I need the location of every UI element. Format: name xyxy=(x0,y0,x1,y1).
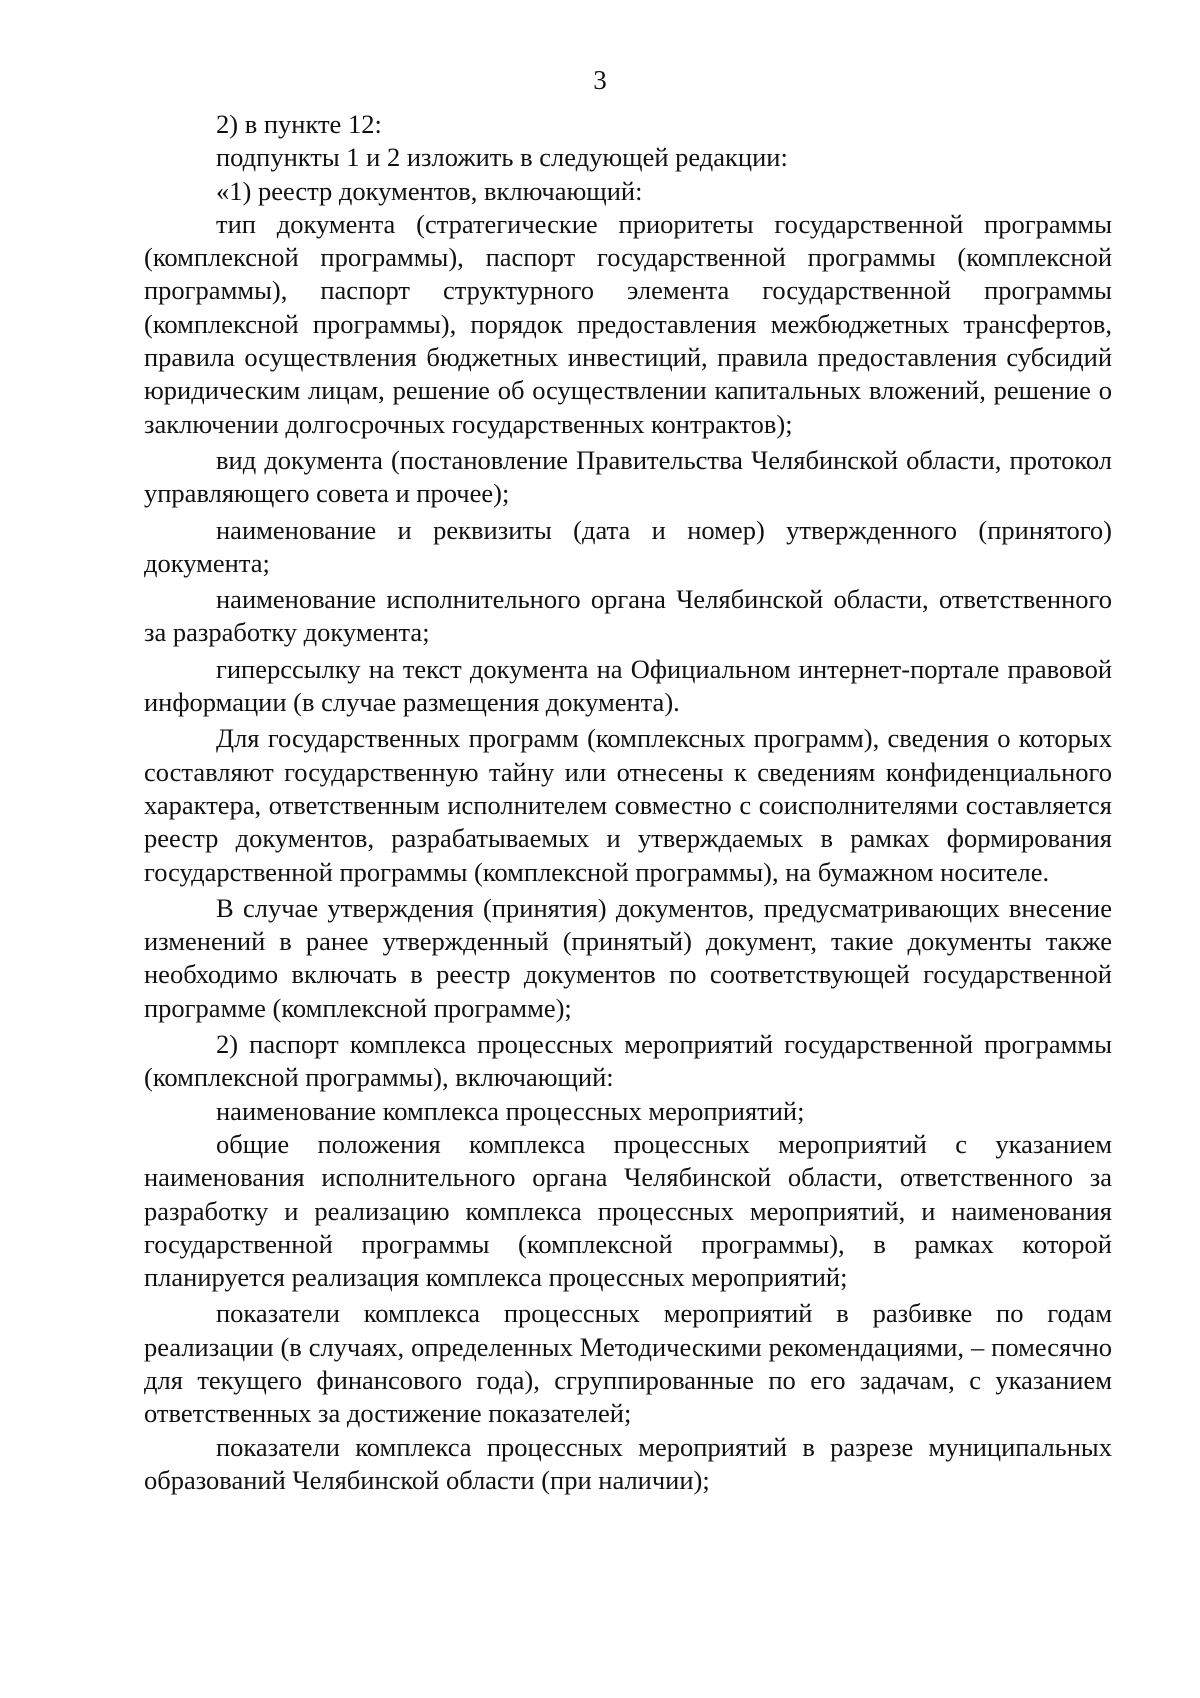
paragraph-hyperlink: гиперссылку на текст документа на Официальном интернет-портале правовой информации (в случае размещения документа). xyxy=(144,653,1112,718)
paragraph-classified-programs: Для государственных программ (комплексных программ), сведения о которых составляют государственную тайну или отнесены к сведениям конфиденциального характера, ответственным исполнителем совместно с соисполнителями составляется реестр документов, разрабатываемых и утверждаемых в рамках формирования государственной программы (комплексной программы), на бумажном носителе. xyxy=(144,723,1112,887)
paragraph-registry-heading: «1) реестр документов, включающий: xyxy=(216,175,643,206)
paragraph-document-kind: вид документа (постановление Правительства Челябинской области, протокол управляющего совета и прочее); xyxy=(144,444,1112,509)
paragraph-item-2: 2) в пункте 12: xyxy=(216,109,382,139)
paragraph-general-provisions: общие положения комплекса процессных мероприятий с указанием наименования исполнительного органа Челябинской области, ответственного за разработку и реализацию комплекса процессных мероприятий, и наименования государственной программы (комплексной программы), в рамках которой планируется реализация комплекса процессных мероприятий; xyxy=(144,1128,1112,1293)
paragraph-document-details: наименование и реквизиты (дата и номер) утвержденного (принятого) документа; xyxy=(144,514,1112,578)
paragraph-indicators-municipal: показатели комплекса процессных мероприятий в разрезе муниципальных образований Челябинской области (при наличии); xyxy=(144,1431,1112,1495)
paragraph-indicators-by-year: показатели комплекса процессных мероприятий в разбивке по годам реализации (в случаях, определенных Методическими рекомендациями, – помесячно для текущего финансового года), сгруппированные по его задачам, с указанием ответственных за достижение показателей; xyxy=(144,1298,1112,1429)
paragraph-subpoints-instruction: подпункты 1 и 2 изложить в следующей редакции: xyxy=(216,142,788,173)
paragraph-document-type: тип документа (стратегические приоритеты государственной программы (комплексной программы), паспорт государственной программы (комплексной программы), паспорт структурного элемента государственной программы (комплексной программы), порядок предоставления межбюджетных трансфертов, правила осуществления бюджетных инвестиций, правила предоставления субсидий юридическим лицам, решение об осуществлении капитальных вложений, решение о заключении долгосрочных государственных контрактов); xyxy=(144,208,1112,439)
document-body xyxy=(144,108,1112,1497)
paragraph-passport-heading: 2) паспорт комплекса процессных мероприятий государственной программы (комплексной программы), включающий: xyxy=(144,1029,1112,1093)
paragraph-responsible-body: наименование исполнительного органа Челябинской области, ответственного за разработку документа; xyxy=(144,584,1112,648)
paragraph-complex-name: наименование комплекса процессных мероприятий; xyxy=(216,1095,805,1126)
page-number: 3 xyxy=(593,65,607,95)
paragraph-amendments: В случае утверждения (принятия) документов, предусматривающих внесение изменений в ранее утвержденный (принятый) документ, такие документы также необходимо включать в реестр документов по соответствующей государственной программе (комплексной программе); xyxy=(144,892,1112,1023)
